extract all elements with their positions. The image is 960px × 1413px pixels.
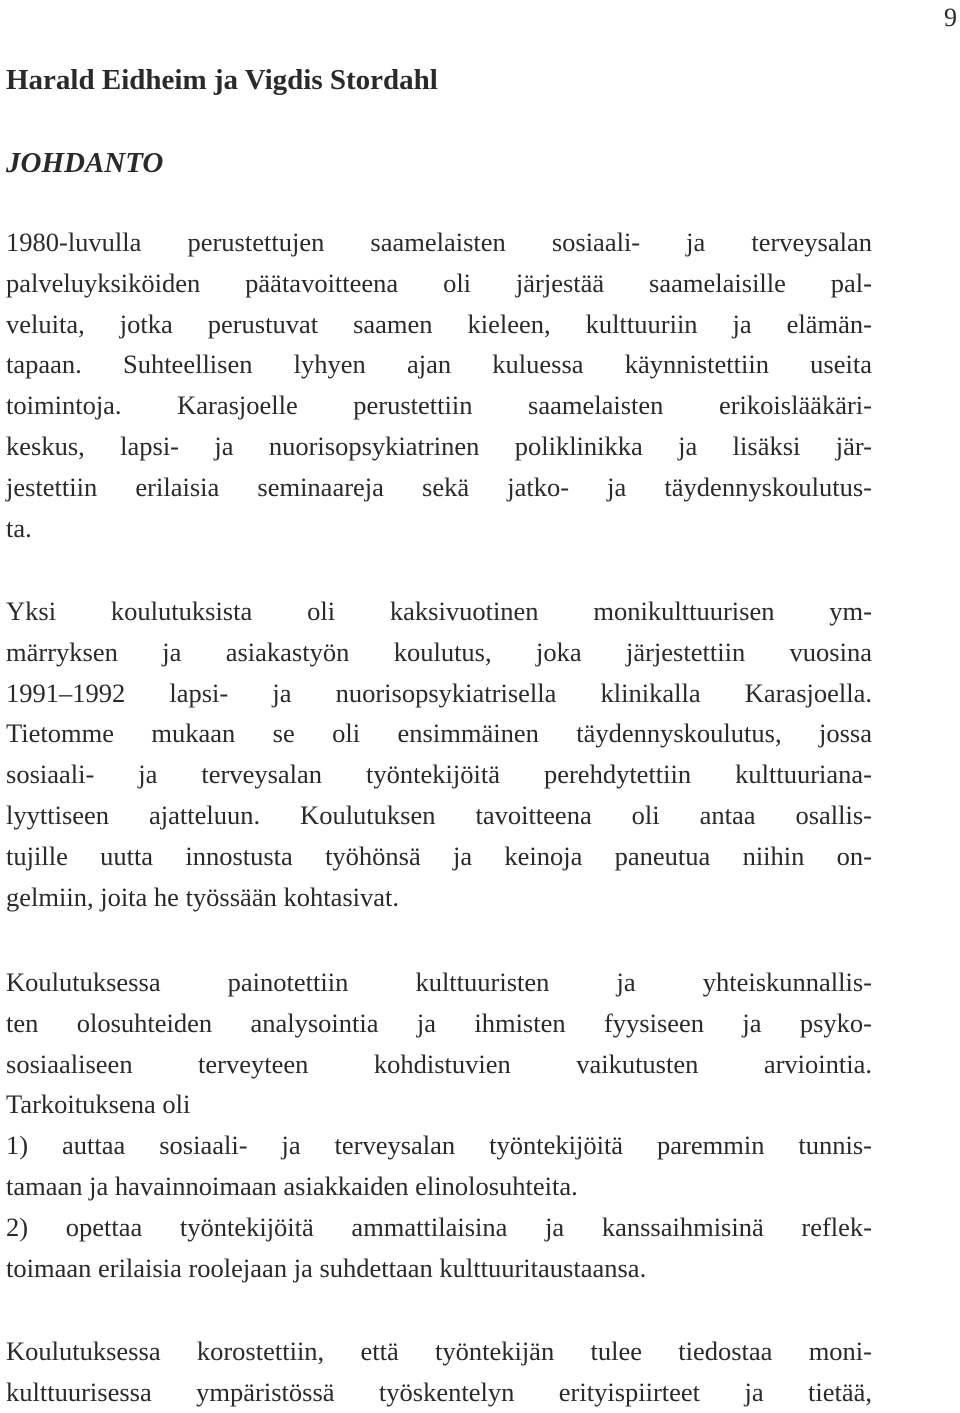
text-line: keskus, lapsi- ja nuorisopsykiatrinen poliklinikka ja lisäksi jär- (6, 430, 872, 461)
text-line: gelmiin, joita he työssään kohtasivat. (6, 881, 400, 912)
text-line: kulttuurisessa ympäristössä työskentelyn erityispiirteet ja tietää, (6, 1376, 872, 1407)
text-line: märryksen ja asiakastyön koulutus, joka järjestettiin vuosina (6, 636, 872, 667)
text-line: toimaan erilaisia roolejaan ja suhdettaan kulttuuritaustaansa. (6, 1252, 647, 1283)
text-line: sosiaali- ja terveysalan työntekijöitä perehdytettiin kulttuuriana- (6, 759, 872, 790)
text-line: Tietomme mukaan se oli ensimmäinen täydennyskoulutus, jossa (6, 718, 872, 749)
text-line: jestettiin erilaisia seminaareja sekä jatko- ja täydennyskoulutus- (6, 471, 872, 502)
text-line: tapaan. Suhteellisen lyhyen ajan kuluessa käynnistettiin useita (6, 349, 872, 380)
text-line: ta. (6, 512, 32, 543)
text-line: tujille uutta innostusta työhönsä ja keinoja paneutua niihin on- (6, 840, 872, 871)
text-line: Koulutuksessa korostettiin, että työntekijän tulee tiedostaa moni- (6, 1336, 872, 1366)
text-line: Tarkoituksena oli (6, 1089, 191, 1120)
section-heading: JOHDANTO (6, 147, 164, 179)
text-line: lyyttiseen ajatteluun. Koulutuksen tavoitteena oli antaa osallis- (6, 799, 872, 830)
text-line: veluita, jotka perustuvat saamen kieleen, kulttuuriin ja elämän- (6, 308, 872, 339)
paragraph-4 (6, 1331, 872, 1413)
article-authors: Harald Eidheim ja Vigdis Stordahl (6, 64, 438, 96)
text-line: toimintoja. Karasjoelle perustettiin saamelaisten erikoislääkäri- (6, 390, 872, 421)
text-line: 1980-luvulla perustettujen saamelaisten sosiaali- ja terveysalan (6, 227, 872, 257)
text-line: tamaan ja havainnoimaan asiakkaiden elinolosuhteita. (6, 1170, 578, 1201)
paragraph-1 (6, 222, 872, 548)
text-line: palveluyksiköiden päätavoitteena oli järjestää saamelaisille pal- (6, 267, 872, 298)
text-line: ten olosuhteiden analysointia ja ihmisten fyysiseen ja psyko- (6, 1007, 872, 1038)
text-line: sosiaaliseen terveyteen kohdistuvien vaikutusten arviointia. (6, 1048, 872, 1079)
text-line: Koulutuksessa painotettiin kulttuuristen ja yhteiskunnallis- (6, 967, 872, 997)
list-item-2: 2) opettaa työntekijöitä ammattilaisina ja kanssaihmisinä reflek- (6, 1211, 872, 1242)
list-item-1: 1) auttaa sosiaali- ja terveysalan työntekijöitä paremmin tunnis- (6, 1130, 872, 1161)
text-line: Yksi koulutuksista oli kaksivuotinen monikulttuurisen ym- (6, 596, 872, 626)
page-number: 9 (944, 3, 957, 32)
paragraph-2 (6, 591, 872, 917)
text-line: 1991–1992 lapsi- ja nuorisopsykiatrisella klinikalla Karasjoella. (6, 677, 872, 708)
paragraph-3 (6, 962, 872, 1288)
